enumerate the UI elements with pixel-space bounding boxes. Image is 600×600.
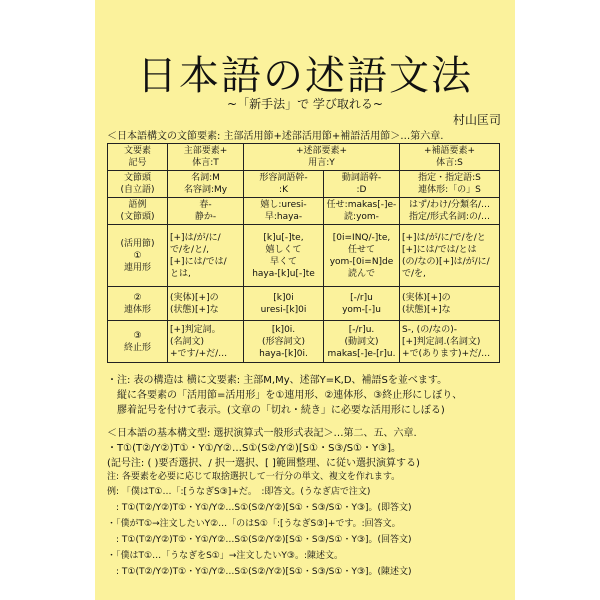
table-cell: 形容詞語幹- :K [244, 171, 324, 198]
table-row [108, 171, 500, 198]
table-cell: 文要素 記号 [108, 144, 168, 171]
table-cell: 名詞:M 名容詞:My [168, 171, 244, 198]
table-cell: [k]0i uresi-[k]0i [244, 287, 324, 321]
table-cell: 嬉し:uresi- 早:haya- [244, 198, 324, 225]
table-cell: ② 連体形 [108, 287, 168, 321]
book-subtitle: ~「新手法」で 学び取れる~ [227, 97, 383, 111]
book-title: 日本語の述語文法 [137, 53, 473, 99]
table-cell: [+]判定詞。 (名詞文) +です/+だ/… [168, 321, 244, 363]
table-cell: 動詞語幹- :D [324, 171, 400, 198]
table-cell: 主部要素+ 体言:T [168, 144, 244, 171]
table-cell: [-/r]u. (動詞文) makas[-]e-[r]u. [324, 321, 400, 363]
grammar-table [107, 143, 500, 363]
table-row [108, 225, 500, 287]
table-cell: [+]は/が/に/ で/を/と/, [+]には/では/ とは, [168, 225, 244, 287]
table-cell: [-/r]u yom-[-]u [324, 287, 400, 321]
table-cell: (活用節) ① 連用形 [108, 225, 168, 287]
table-row [108, 198, 500, 225]
table-row [108, 287, 500, 321]
example-1: 例: 「僕はT①…「:[うなぎS③]+だ。 :即答文。(うなぎ店で注文) [107, 487, 371, 497]
book-cover [95, 0, 515, 600]
table-cell: [k]0i. (形容詞文) haya-[k]0i. [244, 321, 324, 363]
example-3: ・「僕はT①…「うなぎをS①」→注文したいY③。:陳述文。 [107, 551, 343, 561]
table-cell: 語例 (文節頭) [108, 198, 168, 225]
table-cell: [+]は/が/に/で/を/と [+]には/では/とは (の/なの)[+]は/が/に/ で/を, [400, 225, 500, 287]
table-cell: はず/わけ/分類名/… 指定/形式名詞:の/… [400, 198, 500, 225]
table-cell: 任せ:makas[-]e- 読:yom- [324, 198, 400, 225]
table-cell: 春- 静か- [168, 198, 244, 225]
table-cell: (実体)[+]の (状態)[+]な [168, 287, 244, 321]
example-2-formula: : T①(T②/Y②)T①・Y①/Y②…S①(S②/Y②)[S①・S③/S①・Y③]。(回答文) [107, 535, 412, 545]
table-row [108, 321, 500, 363]
example-2: ・「僕がT①→注文したいY②…「のはS①「:[うなぎS③]+です。:回答文。 [107, 519, 401, 529]
table-cell: ③ 終止形 [108, 321, 168, 363]
table-cell: [0i=INQ/-]te, 任せて yom-[0i=N]de 読んで [324, 225, 400, 287]
table-row [108, 144, 500, 171]
table-header-line: ＜日本語構文の文節要素: 主部活用節+述部活用節+補語活用節＞…第六章. [107, 131, 444, 142]
table-cell: +述部要素+ 用言:Y [244, 144, 400, 171]
table-cell: 指定・指定語:S 連体形:「の」S [400, 171, 500, 198]
note-line-3: 膠着記号を付けて表示。(文章の「切れ・続き」に必要な活用形にしぼる) [107, 405, 445, 416]
note-line-1: ・注: 表の構造は 横に文要素: 主部M,My、述部Y=K,D、補語Sを並べます。 [107, 375, 448, 386]
formula-line: ・T①(T②/Y②)T①・Y①/Y②…S①(S②/Y②)[S①・S③/S①・Y③]。 [107, 443, 402, 454]
table-cell: (実体)[+]の (状態)[+]な [400, 287, 500, 321]
table-cell: +補語要素+ 体言:S [400, 144, 500, 171]
author-name: 村山匡司 [452, 113, 501, 127]
usage-note: 注: 各要素を必要に応じて取捨選択して一行分の単文、複文を作れます。 [107, 472, 401, 482]
table-cell: 文節頭 (自立語) [108, 171, 168, 198]
note-line-2: 縦に各要素の「活用節=活用形」を①連用形、②連体形、③終止形にしぼり、 [107, 390, 463, 401]
symbol-note: (記号注: ( )要否選択、/ 択一選択、[ ]範囲整理、に従い選択演算する) [107, 458, 420, 469]
section2-heading: ＜日本語の基本構文型: 選択演算式一般形式表記＞…第二、五、六章. [107, 428, 417, 439]
example-1-formula: : T①(T②/Y②)T①・Y①/Y②…S①(S②/Y②)[S①・S③/S①・Y③]。(即答文) [107, 503, 412, 513]
example-3-formula: : T①(T②/Y②)T①・Y①/Y②…S①(S②/Y②)[S①・S③/S①・Y③]。(陳述文) [107, 567, 412, 577]
table-cell: S-, (の/なの)- [+]判定詞.(名詞文) +で(あります)+だ/… [400, 321, 500, 363]
table-cell: [k]u[-]te, 嬉しくて 早くて haya-[k]u[-]te [244, 225, 324, 287]
